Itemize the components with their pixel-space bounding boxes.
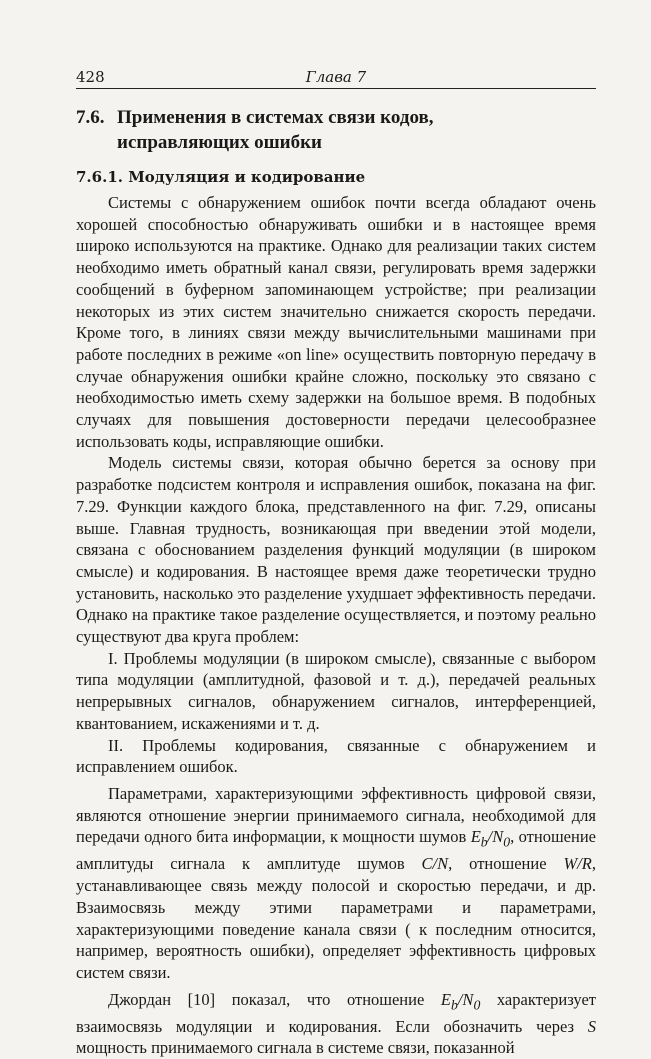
paragraph-1: Системы с обнаружением ошибок почти всегда обладают очень хорошей способностью обнаруживать ошибки и в настоящее время широко используются на практике. Однако для реализации таких систем необходимо иметь обратный канал связи, регулировать время задержки сообщений в буферном запоминающем устройстве; при реализации некоторых из этих систем значительно снижается скорость передачи. Кроме того, в линиях связи между вычислительными машинами при работе последних в режиме «on line» осуществить повторную передачу в случае обнаружения ошибки крайне сложно, поскольку это связано с необходимостью иметь схему задержки на большое время. В подобных случаях для повышения достоверности передачи целесообразнее использовать коды, исправляющие ошибки.	[76, 193, 596, 451]
page-header	[76, 68, 596, 90]
running-head: Глава 7	[305, 68, 367, 86]
math-eb-n0: $E_b/N_0$	[470, 827, 511, 850]
paragraph-5: Параметрами, характеризующими эффективность цифровой связи, являются отношение энергии принимаемого сигнала, необходимой для передачи одного бита информации, к мощности шумов $E_b/N_0$, отношение амплитуды сигнала к амплитуде шумов C/N, отношение W/R, устанавливающее связь между полосой и скоростью передачи, и др. Взаимосвязь между этими параметрами и параметрами, характеризующими поведение канала связи ( к последним относится, например, вероятность ошибки), определяет эффективность цифровых систем связи.	[76, 783, 596, 982]
math-w-r: W/R	[563, 854, 592, 874]
page-number: 428	[76, 68, 105, 86]
paragraph-2: Модель системы связи, которая обычно берется за основу при разработке подсистем контроля и исправления ошибок, показана на фиг. 7.29. Функции каждого блока, представленного на фиг. 7.29, описаны выше. Главная трудность, возникающая при введении этой модели, связана с обоснованием разделения функций модуляции (в широком смысле) и кодирования. В настоящее время даже теоретически трудно установить, насколько это разделение ухудшает эффективность передачи. Однако на практике такое разделение осуществляется, и поэтому реально существуют два круга проблем:	[76, 453, 596, 647]
body-text	[76, 192, 596, 1059]
paragraph-4: II. Проблемы кодирования, связанные с обнаружением и исправлением ошибок.	[76, 735, 596, 777]
header-rule	[76, 88, 596, 89]
math-s: S	[587, 1016, 596, 1036]
section-title-line-1: Применения в системах связи кодов,	[117, 107, 434, 128]
section-number: 7.6.	[76, 107, 105, 128]
paragraph-6: Джордан [10] показал, что отношение $E_b/N_0$ характеризует взаимосвязь модуляции и кодирования. Если обозначить через S мощность принимаемого сигнала в системе связи, показанной	[76, 989, 596, 1058]
subsection-heading: 7.6.1. Модуляция и кодирование	[76, 168, 366, 186]
section-title-line-2: исправляющих ошибки	[117, 132, 322, 153]
paragraph-3: I. Проблемы модуляции (в широком смысле), связанные с выбором типа модуляции (амплитудной, фазовой и т. д.), передачей реальных непрерывных сигналов, обнаружением сигналов, интерференцией, квантованием, искажениями и т. д.	[76, 648, 596, 733]
math-c-n: C/N	[421, 854, 449, 874]
math-eb-n0-2: $E_b/N_0$	[440, 989, 481, 1012]
